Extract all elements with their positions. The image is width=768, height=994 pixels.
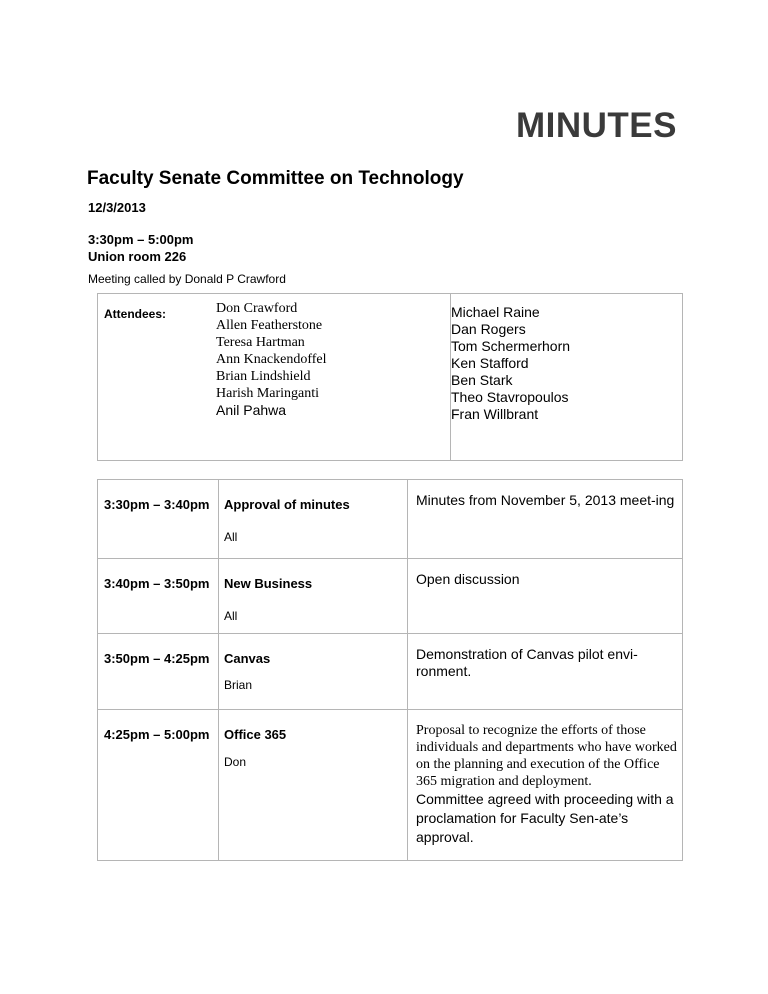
agenda-time: 3:50pm – 4:25pm <box>104 651 210 666</box>
agenda-description-part: Committee agreed with proceeding with a proclamation for Faculty Sen-ate’s approval. <box>416 791 674 845</box>
agenda-description: Open discussion <box>416 571 520 587</box>
attendee: Teresa Hartman <box>216 335 305 350</box>
attendee: Theo Stavropoulos <box>451 389 569 405</box>
agenda-time: 3:30pm – 3:40pm <box>104 497 210 512</box>
agenda-row <box>98 559 682 634</box>
attendee: Fran Willbrant <box>451 406 539 422</box>
agenda-topic: Canvas <box>224 651 271 666</box>
attendees-table <box>97 293 683 461</box>
agenda-description: Minutes from November 5, 2013 meet-ing <box>416 492 675 508</box>
agenda-presenter: Don <box>224 755 247 769</box>
agenda-description-part: Proposal to recognize the efforts of those individuals and departments who have worked on the planning and execution of the Office 365 migration and deployment. <box>416 723 677 789</box>
attendee: Ann Knackendoffel <box>216 352 327 367</box>
agenda-table <box>97 479 683 861</box>
attendee: Ken Stafford <box>451 355 529 371</box>
agenda-row <box>98 634 682 710</box>
meeting-date: 12/3/2013 <box>88 200 146 215</box>
attendee: Michael Raine <box>451 304 540 320</box>
agenda-topic: Office 365 <box>224 727 287 742</box>
attendee: Allen Featherstone <box>216 318 323 333</box>
agenda-time: 4:25pm – 5:00pm <box>104 727 210 742</box>
agenda-row <box>98 480 682 559</box>
attendees-label: Attendees: <box>104 307 167 321</box>
meeting-location: Union room 226 <box>88 249 187 264</box>
attendees-column-1 <box>216 300 327 419</box>
agenda-row <box>98 710 682 860</box>
agenda-presenter: All <box>224 609 238 623</box>
meeting-called-by: Meeting called by Donald P Crawford <box>88 272 286 286</box>
attendees-column-2 <box>451 304 570 423</box>
attendee: Dan Rogers <box>451 321 526 337</box>
agenda-description <box>416 722 678 847</box>
agenda-presenter: All <box>224 530 238 544</box>
committee-name: Faculty Senate Committee on Technology <box>87 168 464 189</box>
agenda-description: Demonstration of Canvas pilot envi-ronment. <box>416 646 638 679</box>
agenda-time: 3:40pm – 3:50pm <box>104 576 210 591</box>
attendee: Anil Pahwa <box>216 402 287 418</box>
attendee: Harish Maringanti <box>216 386 320 401</box>
attendee: Don Crawford <box>216 301 298 316</box>
attendee: Ben Stark <box>451 372 513 388</box>
agenda-topic: Approval of minutes <box>224 497 350 512</box>
attendee: Brian Lindshield <box>216 369 311 384</box>
agenda-topic: New Business <box>224 576 313 591</box>
document-title: MINUTES <box>516 106 677 145</box>
meeting-time: 3:30pm – 5:00pm <box>88 232 194 247</box>
attendee: Tom Schermerhorn <box>451 338 571 354</box>
agenda-presenter: Brian <box>224 678 253 692</box>
